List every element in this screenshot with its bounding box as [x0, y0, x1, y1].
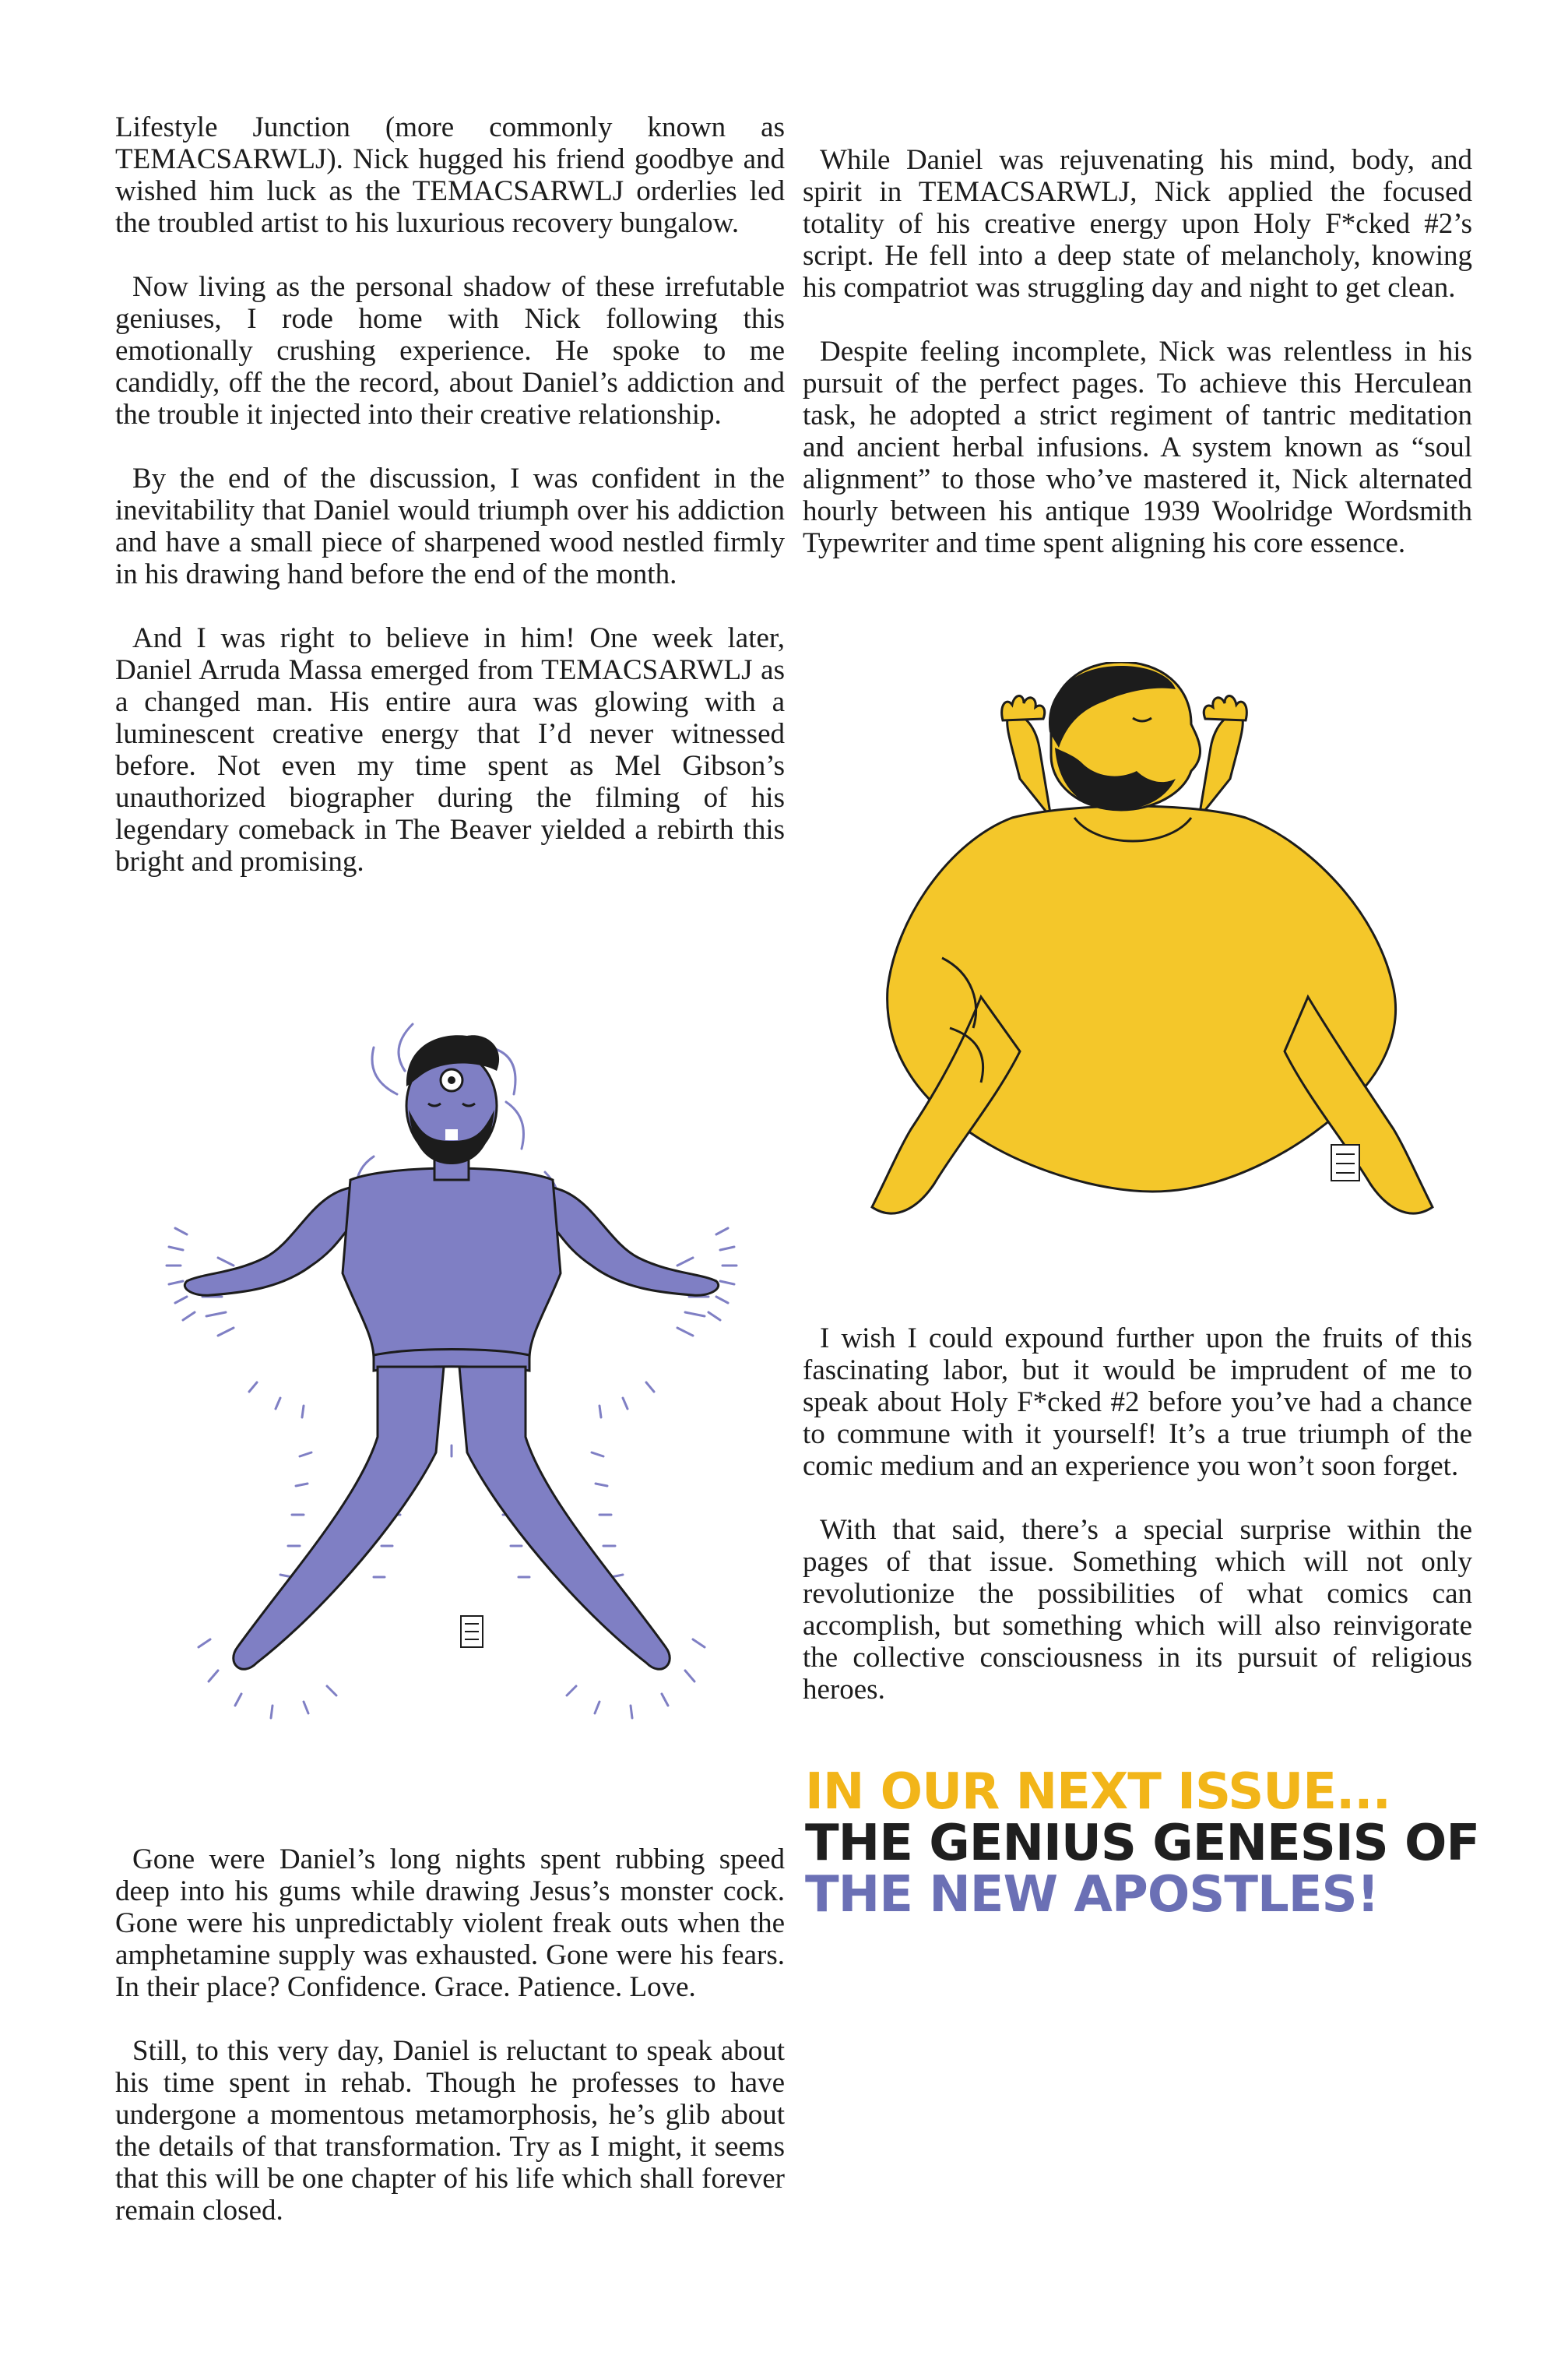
next-issue-heading — [805, 1763, 1480, 1924]
artist-signature-stamp — [1331, 1145, 1359, 1181]
paragraph: Still, to this very day, Daniel is reluctant to speak about his time spent in rehab. Though he professes to have undergone a momentous metamorphosis, he’s glib about the details of that transformation. Try as I might, it seems that this will be one chapter of his life which shall forever remain closed. — [115, 2035, 785, 2227]
paragraph: Lifestyle Junction (more commonly known as TEMACSARWLJ). Nick hugged his friend goodbye and wished him luck as the TEMACSARWLJ orderlies led the troubled artist to his luxurious recovery bungalow. — [115, 111, 785, 239]
next-issue-line1: IN OUR NEXT ISSUE... — [805, 1763, 1390, 1821]
paragraph: Despite feeling incomplete, Nick was relentless in his pursuit of the perfect pages. To achieve this Herculean task, he adopted a strict regiment of tantric meditation and ancient herbal infusions. A system known as “soul alignment” to those who’ve mastered it, Nick alternated hourly between his antique 1939 Woolridge Wordsmith Typewriter and time spent aligning his core essence. — [803, 336, 1472, 559]
paragraph: Now living as the personal shadow of these irrefutable geniuses, I rode home with Nick following this emotionally crushing experience. He spoke to me candidly, off the the record, about Daniel’s addiction and the trouble it injected into their creative relationship. — [115, 271, 785, 431]
left-column-bottom — [115, 1843, 785, 2259]
paragraph: I wish I could expound further upon the fruits of this fascinating labor, but it would be imprudent of me to speak about Holy F*cked #2 before you’ve had a chance to commune with it yourself! It’s a true triumph of the comic medium and an experience you won’t soon forget. — [803, 1322, 1472, 1482]
blue-figure — [185, 1035, 718, 1669]
paragraph: And I was right to believe in him! One week later, Daniel Arruda Massa emerged from TEMACSARWLJ as a changed man. His entire aura was glowing with a luminescent creative energy that I’d never witnessed before. Not even my time spent as Mel Gibson’s unauthorized biographer during the filming of his legendary comeback in The Beaver yielded a rebirth this bright and promising. — [115, 622, 785, 878]
next-issue-line2: THE GENIUS GENESIS OF — [805, 1815, 1480, 1872]
paragraph: With that said, there’s a special surprise within the pages of that issue. Something which will not only revolutionize the possibilities of what comics can accomplish, but something which will also reinvigorate the collective consciousness in its pursuit of religious heroes. — [803, 1514, 1472, 1706]
yellow-meditating-figure-illustration — [825, 662, 1464, 1285]
right-column-bottom — [803, 1322, 1472, 1737]
paragraph: While Daniel was rejuvenating his mind, body, and spirit in TEMACSARWLJ, Nick applied the focused totality of his creative energy upon Holy F*cked #2’s script. He fell into a deep state of melancholy, knowing his compatriot was struggling day and night to get clean. — [803, 144, 1472, 304]
left-column-top — [115, 111, 785, 910]
paragraph: By the end of the discussion, I was confident in the inevitability that Daniel would triumph over his addiction and have a small piece of sharpened wood nestled firmly in his drawing hand before the end of the month. — [115, 463, 785, 590]
yellow-figure — [872, 662, 1433, 1213]
glowing-blue-figure-illustration — [140, 1016, 763, 1748]
artist-signature-stamp — [461, 1616, 483, 1647]
right-column-top — [803, 144, 1472, 591]
paragraph: Gone were Daniel’s long nights spent rubbing speed deep into his gums while drawing Jesus’s monster cock. Gone were his unpredictably violent freak outs when the amphetamine supply was exhausted. Gone were his fears. In their place? Confidence. Grace. Patience. Love. — [115, 1843, 785, 2003]
next-issue-line3: THE NEW APOSTLES! — [805, 1866, 1379, 1924]
